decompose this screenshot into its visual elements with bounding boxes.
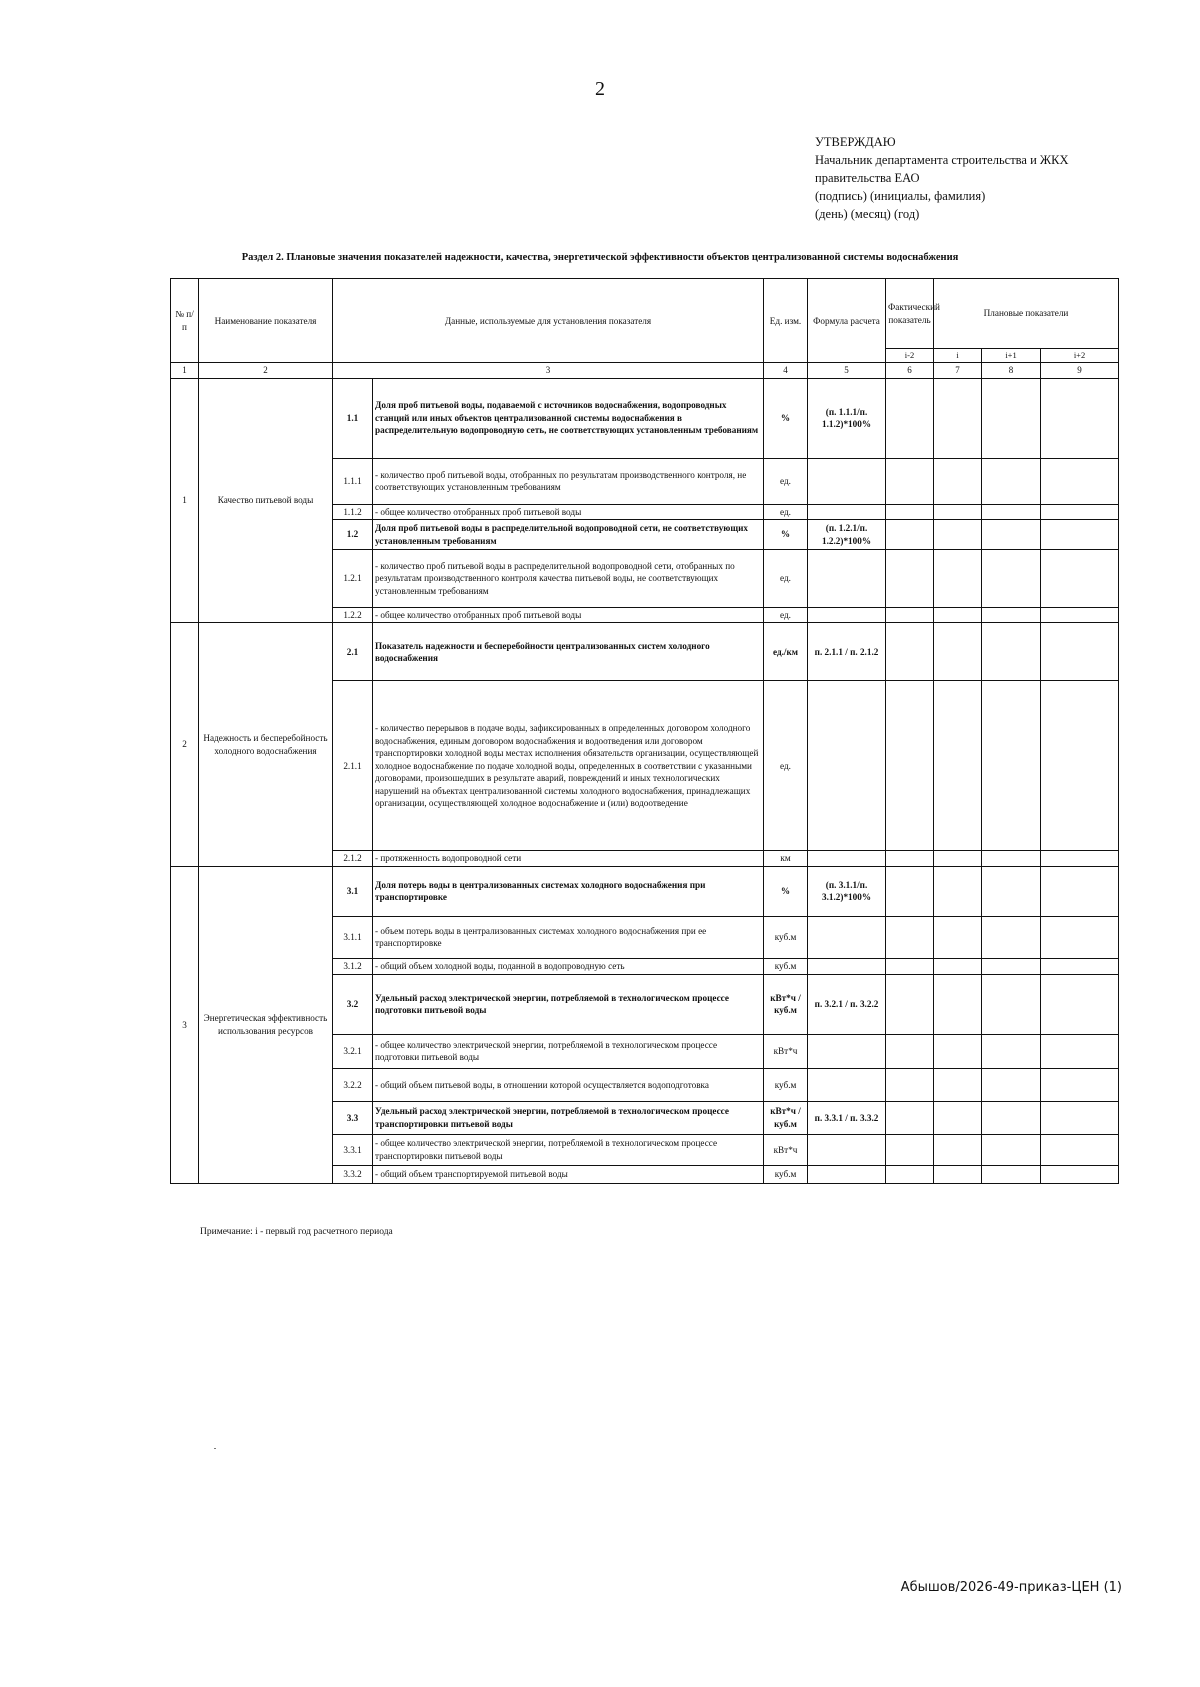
row-code: 3.1.2 [333,958,373,974]
value-cell-plan-i [934,378,982,458]
column-number: 2 [199,363,333,378]
row-formula: (п. 3.1.1/п. 3.1.2)*100% [808,866,886,916]
row-code: 1.2.1 [333,550,373,608]
value-cell-plan-i2 [1041,1034,1119,1068]
row-formula [808,851,886,866]
value-cell-fact [886,458,934,504]
document-id-watermark: Абышов/2026-49-приказ-ЦЕН (1) [900,1580,1122,1595]
value-cell-plan-i2 [1041,1165,1119,1183]
value-cell-fact [886,1134,934,1165]
value-cell-plan-i1 [982,866,1041,916]
value-cell-plan-i1 [982,608,1041,623]
value-cell-plan-i1 [982,916,1041,958]
row-description: - общее количество электрической энергии, потребляемой в технологическом процессе транспортировки питьевой воды [373,1134,764,1165]
value-cell-plan-i [934,458,982,504]
row-description: Доля проб питьевой воды в распределительной водопроводной сети, не соответствующих установленным требованиям [373,520,764,550]
row-description: - объем потерь воды в централизованных системах холодного водоснабжения при ее транспортировке [373,916,764,958]
value-cell-plan-i2 [1041,1101,1119,1134]
value-cell-plan-i [934,974,982,1034]
section-title: Раздел 2. Плановые значения показателей надежности, качества, энергетической эффективности объектов централизованной системы водоснабжения [241,252,959,263]
row-code: 1.2 [333,520,373,550]
header-name: Наименование показателя [199,279,333,363]
header-data: Данные, используемые для установления показателя [333,279,764,363]
row-description: - общий объем питьевой воды, в отношении которой осуществляется водоподготовка [373,1068,764,1101]
value-cell-plan-i [934,1165,982,1183]
value-cell-fact [886,623,934,681]
row-unit: кВт*ч /куб.м [764,974,808,1034]
row-formula [808,458,886,504]
row-unit: % [764,378,808,458]
row-unit: кВт*ч [764,1134,808,1165]
value-cell-plan-i2 [1041,608,1119,623]
header-fact: Фактический показатель [886,279,934,349]
value-cell-fact [886,974,934,1034]
row-unit: ед. [764,608,808,623]
header-num: № п/п [171,279,199,363]
value-cell-plan-i2 [1041,958,1119,974]
group-number: 1 [171,378,199,623]
row-formula [808,958,886,974]
value-cell-plan-i [934,520,982,550]
row-formula [808,608,886,623]
value-cell-plan-i [934,1034,982,1068]
value-cell-plan-i1 [982,1068,1041,1101]
value-cell-plan-i [934,916,982,958]
column-number: 9 [1041,363,1119,378]
value-cell-plan-i1 [982,958,1041,974]
row-unit: куб.м [764,958,808,974]
row-code: 2.1.2 [333,851,373,866]
value-cell-plan-i [934,1101,982,1134]
row-description: Удельный расход электрической энергии, потребляемой в технологическом процессе транспортировки питьевой воды [373,1101,764,1134]
row-unit: куб.м [764,1165,808,1183]
row-code: 3.1 [333,866,373,916]
value-cell-plan-i [934,1068,982,1101]
value-cell-plan-i2 [1041,916,1119,958]
subheader-plan-year: i [934,349,982,363]
row-unit: ед. [764,504,808,519]
value-cell-plan-i1 [982,1134,1041,1165]
row-unit: ед./км [764,623,808,681]
column-number: 5 [808,363,886,378]
row-code: 1.2.2 [333,608,373,623]
row-code: 1.1 [333,378,373,458]
indicators-table [170,278,1119,1184]
row-unit: км [764,851,808,866]
value-cell-plan-i [934,958,982,974]
row-description: Показатель надежности и бесперебойности централизованных систем холодного водоснабжения [373,623,764,681]
approval-block [815,133,1068,223]
value-cell-plan-i2 [1041,974,1119,1034]
row-code: 3.2 [333,974,373,1034]
row-unit: % [764,866,808,916]
row-unit: куб.м [764,1068,808,1101]
value-cell-plan-i2 [1041,458,1119,504]
group-number: 2 [171,623,199,866]
column-number: 8 [982,363,1041,378]
header-formula: Формула расчета [808,279,886,363]
row-code: 3.2.2 [333,1068,373,1101]
row-unit: куб.м [764,916,808,958]
value-cell-fact [886,958,934,974]
row-code: 2.1.1 [333,681,373,851]
footnote: Примечание: i - первый год расчетного периода [200,1227,393,1237]
scan-speck [214,1448,216,1449]
row-formula [808,550,886,608]
value-cell-plan-i [934,866,982,916]
column-number: 3 [333,363,764,378]
row-code: 3.3.1 [333,1134,373,1165]
column-number: 4 [764,363,808,378]
value-cell-plan-i2 [1041,1134,1119,1165]
subheader-plan-year: i+2 [1041,349,1119,363]
row-unit: ед. [764,458,808,504]
value-cell-plan-i1 [982,974,1041,1034]
value-cell-plan-i2 [1041,623,1119,681]
row-code: 1.1.1 [333,458,373,504]
row-description: - общее количество электрической энергии, потребляемой в технологическом процессе подготовки питьевой воды [373,1034,764,1068]
value-cell-fact [886,1101,934,1134]
value-cell-plan-i [934,681,982,851]
value-cell-plan-i1 [982,1034,1041,1068]
header-plan: Плановые показатели [934,279,1119,349]
row-description: - количество перерывов в подаче воды, зафиксированных в определенных договором холодного водоснабжения, единым договором водоснабжения и водоотведения или договором транспортировки холодной воды местах исполнения обязательств организации, осуществляющей холодное водоснабжение по подаче холодной воды, определенных в соответствии с указанными договорами, произошедших в результате аварий, повреждений и иных технологических нарушений на объектах централизованной системы холодного водоснабжения, принадлежащих организации, осуществляющей холодное водоснабжение и (или) водоотведение [373,681,764,851]
value-cell-plan-i1 [982,550,1041,608]
column-number: 6 [886,363,934,378]
row-description: Доля потерь воды в централизованных системах холодного водоснабжения при транспортировке [373,866,764,916]
value-cell-plan-i1 [982,504,1041,519]
row-unit: кВт*ч [764,1034,808,1068]
value-cell-plan-i2 [1041,504,1119,519]
row-formula [808,916,886,958]
value-cell-plan-i1 [982,458,1041,504]
table-row [171,623,1119,681]
approval-line: Начальник департамента строительства и ЖКХ [815,153,1069,167]
row-description: - протяженность водопроводной сети [373,851,764,866]
row-unit: ед. [764,550,808,608]
column-number: 1 [171,363,199,378]
group-name: Энергетическая эффективность использования ресурсов [199,866,333,1183]
row-formula: п. 3.2.1 / п. 3.2.2 [808,974,886,1034]
value-cell-fact [886,681,934,851]
value-cell-plan-i1 [982,520,1041,550]
row-description: - общий объем холодной воды, поданной в водопроводную сеть [373,958,764,974]
row-description: - количество проб питьевой воды в распределительной водопроводной сети, отобранных по результатам производственного контроля качества питьевой воды, не соответствующих установленным требованиям [373,550,764,608]
group-name: Качество питьевой воды [199,378,333,623]
value-cell-plan-i [934,851,982,866]
value-cell-fact [886,1068,934,1101]
value-cell-fact [886,1034,934,1068]
value-cell-plan-i [934,504,982,519]
value-cell-fact [886,608,934,623]
header-unit: Ед. изм. [764,279,808,363]
value-cell-plan-i [934,608,982,623]
column-number: 7 [934,363,982,378]
value-cell-plan-i1 [982,1165,1041,1183]
value-cell-plan-i2 [1041,866,1119,916]
value-cell-plan-i1 [982,1101,1041,1134]
row-code: 3.3 [333,1101,373,1134]
page-number: 2 [595,78,605,100]
row-unit: ед. [764,681,808,851]
row-formula [808,1165,886,1183]
row-description: - общее количество отобранных проб питьевой воды [373,608,764,623]
value-cell-plan-i1 [982,623,1041,681]
value-cell-plan-i2 [1041,681,1119,851]
value-cell-plan-i [934,1134,982,1165]
value-cell-plan-i [934,550,982,608]
row-formula [808,1034,886,1068]
row-code: 3.2.1 [333,1034,373,1068]
row-description: Доля проб питьевой воды, подаваемой с источников водоснабжения, водопроводных станций или иных объектов централизованной системы водоснабжения в распределительную водопроводную сеть, не соответствующих установленным требованиям [373,378,764,458]
value-cell-plan-i2 [1041,851,1119,866]
value-cell-fact [886,550,934,608]
approval-line: (подпись) (инициалы, фамилия) [815,189,986,203]
row-formula [808,504,886,519]
approval-line: правительства ЕАО [815,171,920,185]
row-description: Удельный расход электрической энергии, потребляемой в технологическом процессе подготовки питьевой воды [373,974,764,1034]
row-description: - общий объем транспортируемой питьевой воды [373,1165,764,1183]
row-formula: (п. 1.1.1/п. 1.1.2)*100% [808,378,886,458]
value-cell-plan-i2 [1041,1068,1119,1101]
row-code: 3.3.2 [333,1165,373,1183]
value-cell-fact [886,916,934,958]
value-cell-plan-i1 [982,378,1041,458]
row-formula: п. 2.1.1 / п. 2.1.2 [808,623,886,681]
table-row [171,866,1119,916]
value-cell-fact [886,866,934,916]
value-cell-plan-i [934,623,982,681]
row-code: 1.1.2 [333,504,373,519]
subheader-fact-year: i-2 [886,349,934,363]
row-unit: % [764,520,808,550]
row-code: 2.1 [333,623,373,681]
row-formula: п. 3.3.1 / п. 3.3.2 [808,1101,886,1134]
row-unit: кВт*ч /куб.м [764,1101,808,1134]
row-description: - общее количество отобранных проб питьевой воды [373,504,764,519]
row-code: 3.1.1 [333,916,373,958]
value-cell-fact [886,1165,934,1183]
value-cell-plan-i1 [982,851,1041,866]
value-cell-plan-i2 [1041,550,1119,608]
table-row [171,378,1119,458]
approval-title: УТВЕРЖДАЮ [815,135,896,149]
approval-line: (день) (месяц) (год) [815,207,920,221]
value-cell-plan-i2 [1041,520,1119,550]
group-number: 3 [171,866,199,1183]
value-cell-plan-i1 [982,681,1041,851]
row-description: - количество проб питьевой воды, отобранных по результатам производственного контроля, не соответствующих установленным требованиям [373,458,764,504]
row-formula [808,1134,886,1165]
row-formula [808,681,886,851]
subheader-plan-year: i+1 [982,349,1041,363]
value-cell-fact [886,378,934,458]
row-formula [808,1068,886,1101]
value-cell-plan-i2 [1041,378,1119,458]
value-cell-fact [886,851,934,866]
group-name: Надежность и бесперебойность холодного водоснабжения [199,623,333,866]
row-formula: (п. 1.2.1/п. 1.2.2)*100% [808,520,886,550]
value-cell-fact [886,520,934,550]
value-cell-fact [886,504,934,519]
